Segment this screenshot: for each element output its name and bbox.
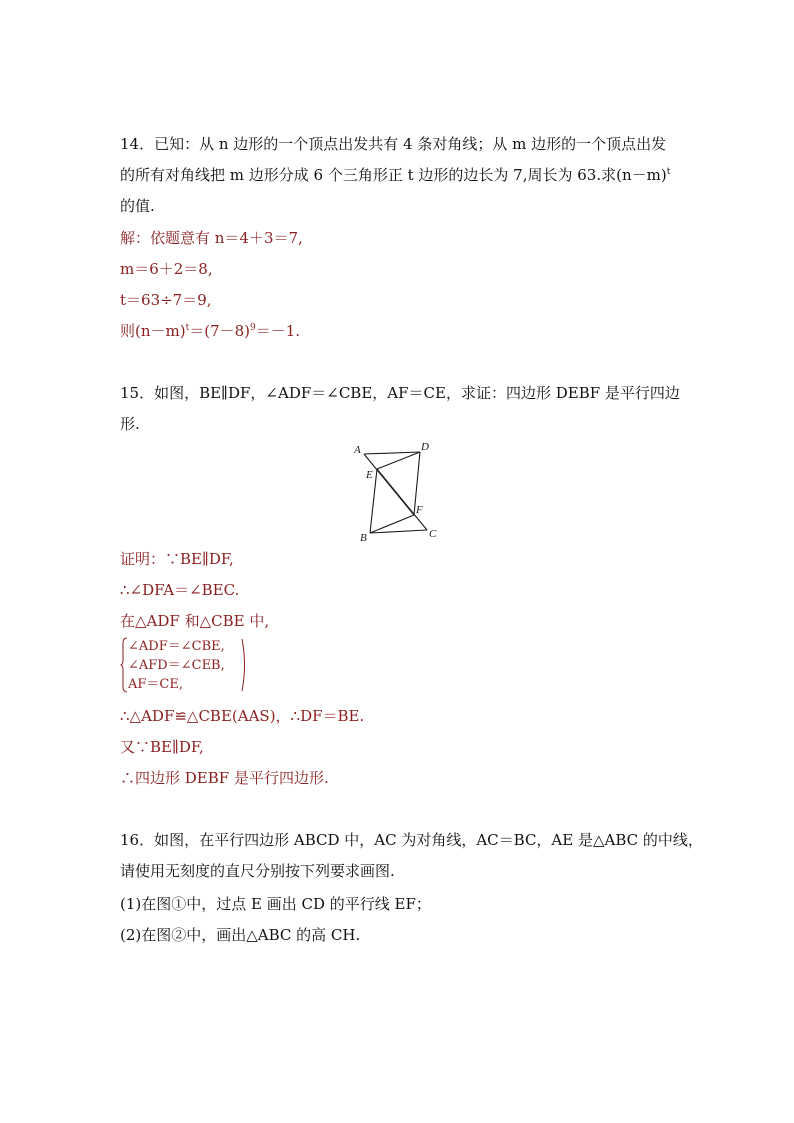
p16-question-line-3: (1)在图①中，过点 E 画出 CD 的平行线 EF； [120, 895, 431, 913]
p14-exponent-t: t [666, 167, 671, 177]
p14-answer-line-3: t＝63÷7＝9, [120, 291, 212, 309]
segment-BF [370, 515, 414, 533]
p15-proof-line-1: 证明：∵BE∥DF, [120, 550, 234, 568]
p14-answer-line-1: 解：依题意有 n＝4＋3＝7, [120, 229, 303, 247]
p14-answer-4-b: ＝(7－8) [189, 322, 251, 340]
right-paren-icon [241, 637, 249, 693]
label-C: C [429, 528, 437, 540]
segment-DE [377, 452, 420, 469]
brace-line-2: ∠AFD＝∠CEB, [128, 658, 225, 673]
p15-proof-line-3: 在△ADF 和△CBE 中, [120, 612, 270, 630]
p15-brace-system [120, 637, 260, 695]
brace-line-3: AF＝CE, [128, 677, 183, 692]
label-A: A [354, 444, 361, 456]
p15-geometry-figure [350, 438, 450, 546]
segment-BC [370, 530, 427, 533]
p14-question-line-3: 的值. [120, 197, 155, 215]
brace-line-1: ∠ADF＝∠CBE, [128, 639, 225, 654]
segment-EC [377, 469, 427, 530]
p16-question-line-2: 请使用无刻度的直尺分别按下列要求画图. [120, 862, 395, 880]
p15-proof-line-4: ∴△ADF≌△CBE(AAS)，∴DF＝BE. [120, 707, 365, 725]
p15-proof-line-5: 又∵BE∥DF, [120, 738, 204, 756]
segment-AD [364, 452, 420, 454]
p14-question-line-2 [120, 165, 670, 185]
p14-answer-line-4 [120, 321, 300, 341]
p14-answer-4-c: ＝－1. [255, 322, 301, 340]
p14-answer-4-a: 则(n－m) [120, 322, 186, 340]
label-F: F [416, 504, 423, 516]
p14-question-line-2-text: 的所有对角线把 m 边形分成 6 个三角形正 t 边形的边长为 7,周长为 63.求(n－m) [120, 166, 667, 184]
label-E: E [366, 469, 373, 481]
p15-figure-svg [350, 438, 450, 546]
label-D: D [421, 441, 429, 453]
p16-question-line-1: 16．如图，在平行四边形 ABCD 中，AC 为对角线，AC＝BC，AE 是△ABC 的中线， [120, 831, 703, 849]
p16-question-line-4: (2)在图②中，画出△ABC 的高 CH. [120, 926, 361, 944]
p14-question-line-1: 14．已知：从 n 边形的一个顶点出发共有 4 条对角线；从 m 边形的一个顶点出发 [120, 135, 667, 153]
p15-question-line-1: 15．如图，BE∥DF，∠ADF＝∠CBE，AF＝CE，求证：四边形 DEBF 是平行四边 [120, 384, 680, 402]
label-B: B [360, 532, 367, 544]
p15-question-line-2: 形. [120, 415, 140, 433]
p14-answer-line-2: m＝6＋2＝8, [120, 260, 213, 278]
left-brace-icon [120, 637, 128, 693]
p15-proof-line-6: ∴四边形 DEBF 是平行四边形. [120, 769, 329, 787]
p14-answer-4-sup2: 9 [250, 323, 256, 333]
p14-answer-4-sup1: t [185, 323, 190, 333]
p15-proof-line-2: ∴∠DFA＝∠BEC. [120, 581, 240, 599]
